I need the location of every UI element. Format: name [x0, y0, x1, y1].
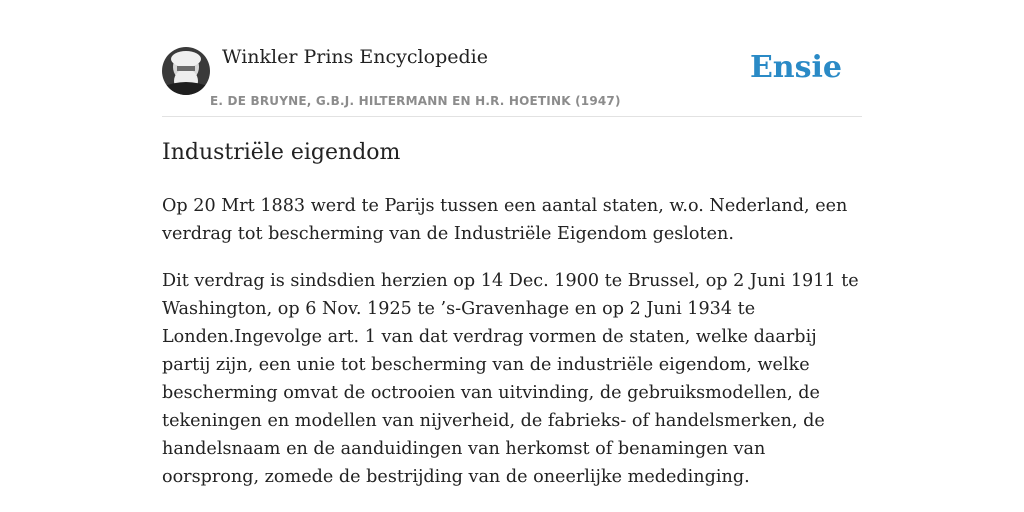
source-header — [162, 44, 862, 117]
article-body — [162, 192, 862, 510]
authors-line: E. DE BRUYNE, G.B.J. HILTERMANN EN H.R. HOETINK (1947) — [210, 94, 621, 108]
encyclopedia-title[interactable]: Winkler Prins Encyclopedie — [222, 46, 488, 68]
article-title: Industriële eigendom — [162, 140, 401, 165]
paragraph: Dit verdrag is sindsdien herzien op 14 Dec. 1900 te Brussel, op 2 Juni 1911 te Washington, op 6 Nov. 1925 te ’s-Gravenhage en op 2 Juni 1934 te Londen.Ingevolge art. 1 van dat verdrag vormen de staten, welke daarbij partij zijn, een unie tot bescherming van de industriële eigendom, welke bescherming omvat de octrooien van uitvinding, de gebruiksmodellen, de tekeningen en modellen van nijverheid, de fabrieks- of handelsmerken, de handelsnaam en de aanduidingen van herkomst of benamingen van oorsprong, zomede de bestrijding van de oneerlijke mededinging. — [162, 271, 859, 487]
paragraph: Op 20 Mrt 1883 werd te Parijs tussen een aantal staten, w.o. Nederland, een verdrag tot bescherming van de Industriële Eigendom gesloten. — [162, 196, 848, 244]
ensie-logo[interactable]: Ensie — [749, 50, 842, 85]
author-avatar[interactable] — [162, 47, 210, 95]
